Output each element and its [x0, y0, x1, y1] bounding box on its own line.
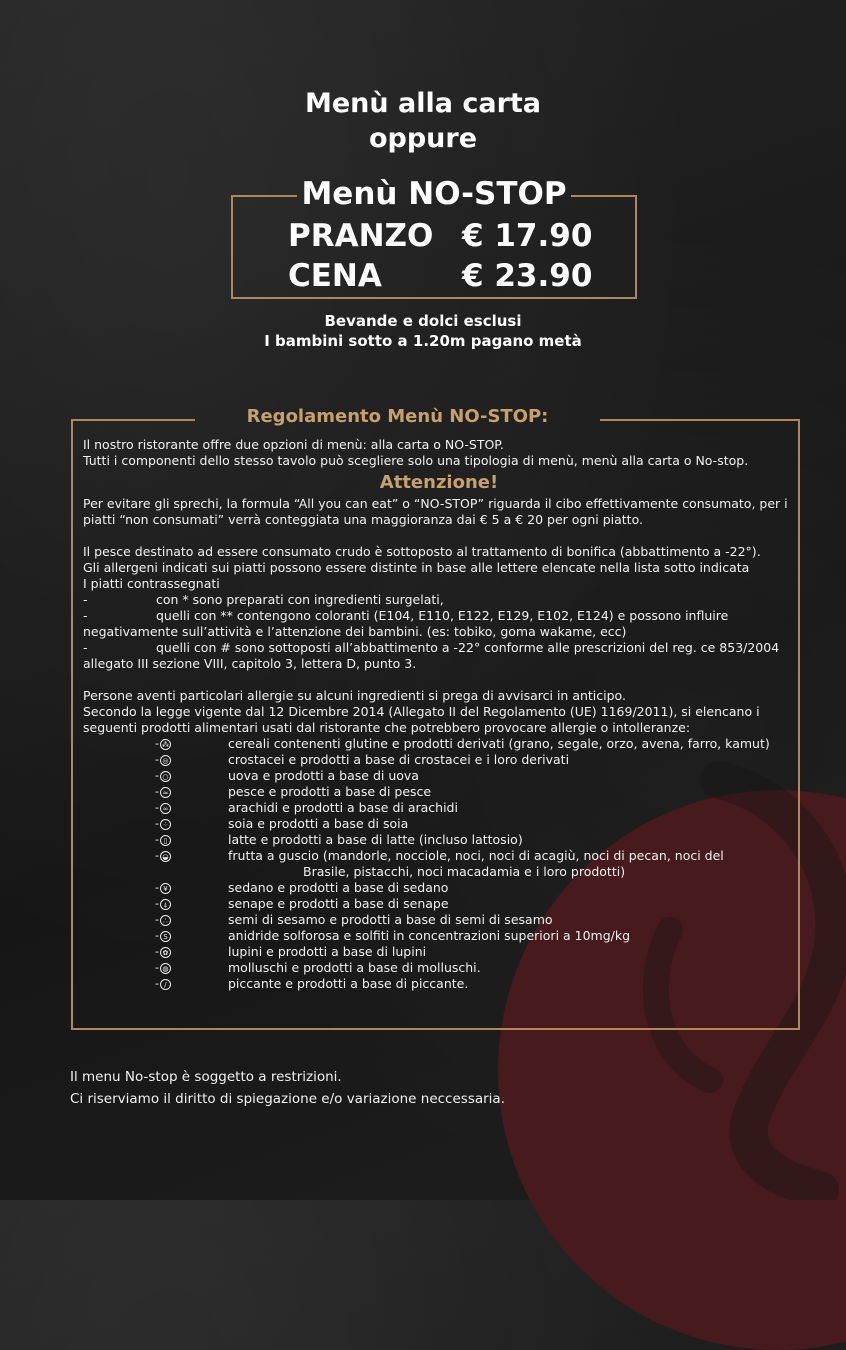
- allergy-warning: Persone aventi particolari allergie su alcuni ingredienti si prega di avvisarci in anticipo.: [83, 688, 626, 703]
- allergen-symbol: ⁘: [160, 819, 171, 830]
- grain-icon: [155, 736, 179, 752]
- allergen-text: molluschi e prodotti a base di molluschi.: [228, 960, 481, 975]
- allergen-prefix: -: [155, 737, 159, 750]
- allergen-text: piccante e prodotti a base di piccante.: [228, 976, 469, 991]
- allergen-symbol: ○: [160, 771, 171, 782]
- spacer: [83, 672, 795, 688]
- dinner-label: CENA: [288, 258, 382, 294]
- allergen-prefix: -: [155, 833, 159, 846]
- marked-blast-chilled-text: quelli con # sono sottoposti all’abbattimento a -22° conforme alle prescrizioni del reg. ce 853/2004 allegato III sezione VIII, capitolo 3, lettera D, punto 3.: [83, 640, 780, 671]
- allergens-note: Gli allergeni indicati sui piatti possono essere distinte in base alle lettere elencate nella lista sotto indicata: [83, 560, 750, 575]
- allergen-prefix: -: [155, 849, 159, 862]
- marked-frozen-text: con * sono preparati con ingredienti surgelati,: [156, 592, 444, 607]
- allergen-symbol: ◒: [160, 851, 171, 862]
- allergen-symbol: ∕: [160, 979, 171, 990]
- lunch-label: PRANZO: [288, 218, 434, 254]
- allergen-symbol: ⁂: [161, 740, 169, 749]
- allergen-prefix: -: [155, 801, 159, 814]
- allergen-prefix: -: [155, 913, 159, 926]
- allergen-symbol: ✿: [160, 947, 171, 958]
- crustacean-icon: [155, 752, 179, 768]
- price-notes: [0, 311, 846, 351]
- allergen-text: soia e prodotti a base di soia: [228, 816, 409, 831]
- allergen-symbol: ∴: [160, 915, 171, 926]
- dash-marker: -: [83, 640, 88, 655]
- allergen-list: [83, 736, 795, 992]
- allergen-item: [83, 832, 795, 848]
- allergen-text: uova e prodotti a base di uova: [228, 768, 419, 783]
- milk-icon: [155, 832, 179, 848]
- marked-colorants-text: quelli con ** contengono coloranti (E104, E110, E122, E129, E102, E124) e possono influire negativamente sull’attività e l’attenzione dei bambini. (es: tobiko, goma wakame, ecc): [83, 608, 729, 639]
- mollusc-icon: [155, 960, 179, 976]
- allergen-symbol: ∞: [160, 803, 171, 814]
- dash-marker: -: [83, 608, 88, 623]
- allergen-text: arachidi e prodotti a base di arachidi: [228, 800, 458, 815]
- allergen-symbol: ▯: [160, 835, 171, 846]
- allergen-text: latte e prodotti a base di latte (incluso lattosio): [228, 832, 523, 847]
- footer-rights: Ci riserviamo il diritto di spiegazione e/o variazione neccessaria.: [70, 1091, 505, 1107]
- rules-intro-2: Tutti i componenti dello stesso tavolo può scegliere solo una tipologia di menù, menù alla carta o No-stop.: [83, 453, 749, 468]
- dash-marker: -: [83, 592, 88, 607]
- marked-frozen: [83, 592, 795, 608]
- celery-icon: [155, 880, 179, 896]
- lunch-price: € 17.90: [462, 218, 593, 254]
- lupin-icon: [155, 944, 179, 960]
- allergen-prefix: -: [155, 769, 159, 782]
- marked-dishes-intro: I piatti contrassegnati: [83, 576, 220, 591]
- peanut-icon: [155, 800, 179, 816]
- fish-icon: [155, 784, 179, 800]
- spicy-icon: [155, 976, 179, 992]
- allergen-item: [83, 960, 795, 976]
- allergen-prefix: -: [155, 881, 159, 894]
- allergen-item: [83, 768, 795, 784]
- attention-heading: Attenzione!: [379, 472, 499, 493]
- allergen-prefix: -: [155, 977, 159, 990]
- allergen-symbol: S: [160, 931, 171, 942]
- allergen-text: crostacei e prodotti a base di crostacei e i loro derivati: [228, 752, 570, 767]
- allergen-text: lupini e prodotti a base di lupini: [228, 944, 427, 959]
- egg-icon: [155, 768, 179, 784]
- nut-icon: [155, 848, 179, 864]
- allergen-symbol: ≈: [160, 787, 171, 798]
- allergen-symbol: ◍: [160, 963, 171, 974]
- allergen-prefix: -: [155, 753, 159, 766]
- allergen-item: [83, 944, 795, 960]
- allergen-item: [83, 896, 795, 912]
- footer: [70, 1066, 505, 1110]
- allergen-item: [83, 736, 795, 752]
- allergen-prefix: -: [155, 785, 159, 798]
- allergen-item: [83, 928, 795, 944]
- allergen-item: [83, 800, 795, 816]
- mustard-icon: [155, 896, 179, 912]
- allergen-symbol: ◎: [160, 755, 171, 766]
- marked-colorants: [83, 608, 795, 640]
- nostop-title: Menù NO-STOP: [301, 176, 567, 212]
- allergen-text: sedano e prodotti a base di sedano: [228, 880, 449, 895]
- soy-icon: [155, 816, 179, 832]
- allergen-prefix: -: [155, 961, 159, 974]
- allergen-item: [83, 912, 795, 928]
- allergen-symbol: ⍋: [160, 899, 171, 910]
- allergen-item: [83, 752, 795, 768]
- allergen-text: pesce e prodotti a base di pesce: [228, 784, 432, 799]
- sulphite-icon: [155, 928, 179, 944]
- allergen-prefix: -: [155, 897, 159, 910]
- allergen-symbol: ¥: [160, 883, 171, 894]
- allergen-prefix: -: [155, 945, 159, 958]
- footer-restrictions: Il menu No-stop è soggetto a restrizioni.: [70, 1069, 342, 1085]
- allergen-text: semi di sesamo e prodotti a base di semi di sesamo: [228, 912, 553, 927]
- marked-blast-chilled: [83, 640, 795, 672]
- allergen-prefix: -: [155, 817, 159, 830]
- allergen-item: [83, 848, 795, 880]
- menu-header: [0, 86, 846, 156]
- sesame-icon: [155, 912, 179, 928]
- allergen-text: frutta a guscio (mandorle, nocciole, noci, noci di acagiù, noci di pecan, noci del: [228, 848, 724, 863]
- allergen-text: anidride solforosa e solfiti in concentrazioni superiori a 10mg/kg: [228, 928, 631, 943]
- allergen-prefix: -: [155, 929, 159, 942]
- header-title: Menù alla carta: [304, 88, 542, 119]
- children-note: I bambini sotto a 1.20m pagano metà: [264, 332, 582, 350]
- rules-content: [83, 437, 795, 992]
- law-reference: Secondo la legge vigente dal 12 Dicembre 2014 (Allegato II del Regolamento (UE) 1169/2011), si elencano i seguenti prodotti alimentari usati dal ristorante che potrebbero provocare allergie o intolleranze:: [83, 704, 760, 735]
- rules-intro-1: Il nostro ristorante offre due opzioni di menù: alla carta o NO-STOP.: [83, 437, 504, 452]
- rules-box-border-left: [71, 419, 195, 421]
- allergen-item: [83, 784, 795, 800]
- fish-treatment-note: Il pesce destinato ad essere consumato crudo è sottoposto al trattamento di bonifica (abbattimento a -22°).: [83, 544, 761, 559]
- waste-policy: Per evitare gli sprechi, la formula “All you can eat” o “NO-STOP” riguarda il cibo effettivamente consumato, per i piatti “non consumati” verrà conteggiata una maggioranza dai € 5 a € 20 per ogni piatto.: [83, 496, 788, 527]
- dinner-price: € 23.90: [462, 258, 593, 294]
- rules-box-border-right: [600, 419, 800, 421]
- header-subtitle: oppure: [368, 123, 478, 154]
- rules-title: Regolamento Menù NO-STOP:: [246, 406, 549, 427]
- allergen-text: cereali contenenti glutine e prodotti derivati (grano, segale, orzo, avena, farro, kamut): [228, 736, 770, 751]
- allergen-item: [83, 880, 795, 896]
- drinks-note: Bevande e dolci esclusi: [324, 312, 522, 330]
- allergen-text-continued: Brasile, pistacchi, noci macadamia e i loro prodotti): [303, 864, 626, 879]
- spacer: [83, 528, 795, 544]
- allergen-text: senape e prodotti a base di senape: [228, 896, 449, 911]
- allergen-item: [83, 976, 795, 992]
- allergen-item: [83, 816, 795, 832]
